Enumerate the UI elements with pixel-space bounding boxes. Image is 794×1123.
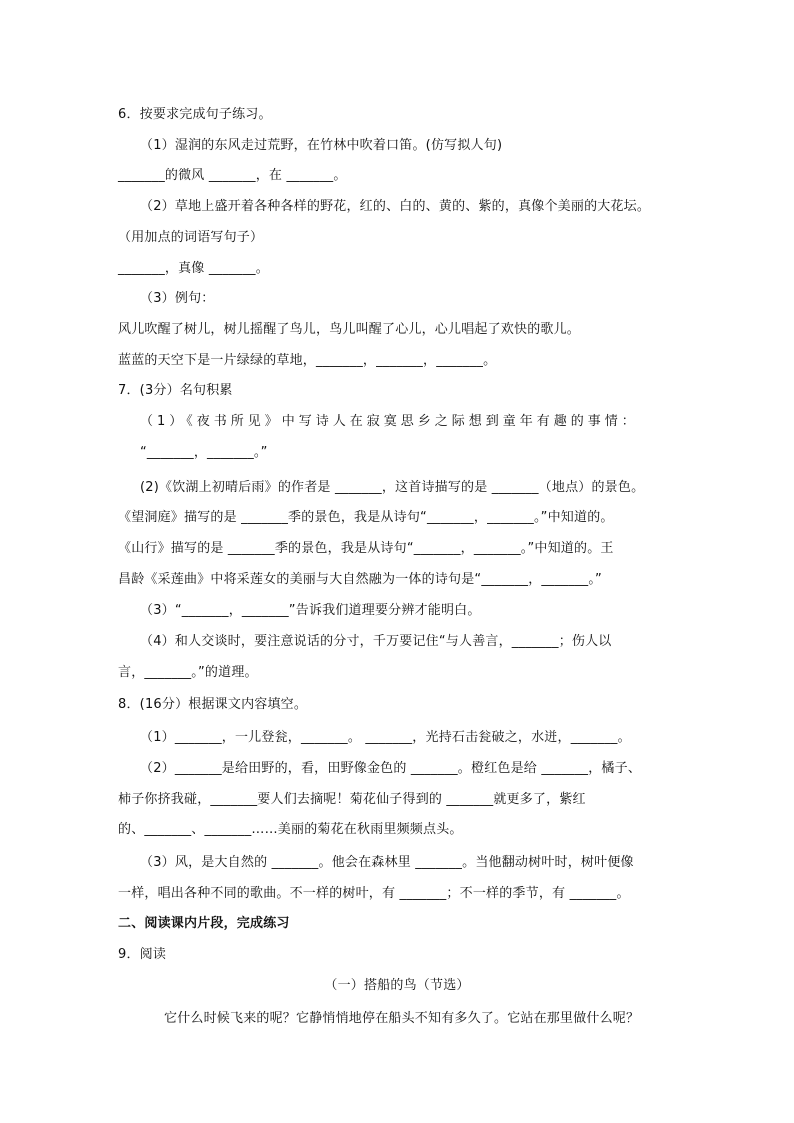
q7-part4-line1: （4）和人交谈时，要注意说话的分寸，千万要记住“与人善言，_______；伤人以 bbox=[140, 634, 612, 649]
q8-part3-line2: 一样，唱出各种不同的歌曲。不一样的树叶，有 _______；不一样的季节，有 _______。 bbox=[118, 886, 630, 901]
q9-title: 9．阅读 bbox=[118, 947, 167, 962]
q7-part2-line4: 昌龄《采莲曲》中将采莲女的美丽与大自然融为一体的诗句是“_______，_______。” bbox=[118, 572, 602, 587]
q8-title: 8．(16分）根据课文内容填空。 bbox=[118, 697, 308, 712]
q6-part3-example: 风儿吹醒了树儿，树儿摇醒了鸟儿，鸟儿叫醒了心儿，心儿唱起了欢快的歌儿。 bbox=[118, 322, 581, 337]
q7-part1-line2: “_______，_______。” bbox=[140, 445, 268, 460]
q6-part2-blank: _______，真像 _______。 bbox=[118, 261, 269, 276]
q8-part2-line1: （2）_______是给田野的，看，田野像金色的 _______。橙红色是给 _______，橘子、 bbox=[140, 761, 642, 776]
q7-part4-line2: 言，_______。”的道理。 bbox=[118, 665, 258, 680]
passage-line1: 它什么时候飞来的呢？它静悄悄地停在船头不知有多久了。它站在那里做什么呢？ bbox=[164, 1011, 640, 1026]
q8-part2-line3: 的、_______、_______……美丽的菊花在秋雨里频频点头。 bbox=[118, 822, 463, 837]
q7-title: 7．(3分）名句积累 bbox=[118, 383, 233, 398]
q6-part3-blank: 蓝蓝的天空下是一片绿绿的草地，_______，_______，_______。 bbox=[118, 353, 497, 368]
q6-part2-instruction: （2）草地上盛开着各种各样的野花，红的、白的、黄的、紫的，真像个美丽的大花坛。 bbox=[140, 199, 651, 214]
section2-heading: 二、阅读课内片段，完成练习 bbox=[118, 916, 290, 931]
q8-part2-line2: 柿子你挤我碰，_______要人们去摘呢！菊花仙子得到的 _______就更多了，紫红 bbox=[118, 792, 586, 807]
q7-part1-line1: （1）《夜书所见》中写诗人在寂寞思乡之际想到童年有趣的事情： bbox=[140, 414, 639, 429]
q7-part3: （3）“_______，_______”告诉我们道理要分辨才能明白。 bbox=[140, 603, 481, 618]
q6-part3-instruction: （3）例句： bbox=[140, 291, 215, 306]
q7-part2-line2: 《望洞庭》描写的是 _______季的景色，我是从诗句“_______，_______。”中知道的。 bbox=[118, 510, 614, 525]
q6-title: 6．按要求完成句子练习。 bbox=[118, 107, 272, 122]
passage-title: （一）搭船的鸟（节选） bbox=[324, 978, 470, 993]
q7-part2-line1: (2)《饮湖上初晴后雨》的作者是 _______，这首诗描写的是 _______（地点）的景色。 bbox=[140, 480, 645, 495]
q7-part2-line3: 《山行》描写的是 _______季的景色，我是从诗句“_______，_______。”中知道的。王 bbox=[118, 541, 614, 556]
q8-part3-line1: （3）风，是大自然的 _______。他会在森林里 _______。当他翻动树叶时，树叶便像 bbox=[140, 855, 634, 870]
q6-part1-instruction: （1）湿润的东风走过荒野，在竹林中吹着口笛。(仿写拟人句) bbox=[140, 138, 503, 153]
q6-part1-blank: _______的微风 _______，在 _______。 bbox=[118, 168, 347, 183]
q8-part1: （1）_______，一儿登瓮，_______。 _______，光持石击瓮破之，水迸，_______。 bbox=[140, 730, 631, 745]
q6-part2-note: （用加点的词语写句子） bbox=[118, 230, 264, 245]
